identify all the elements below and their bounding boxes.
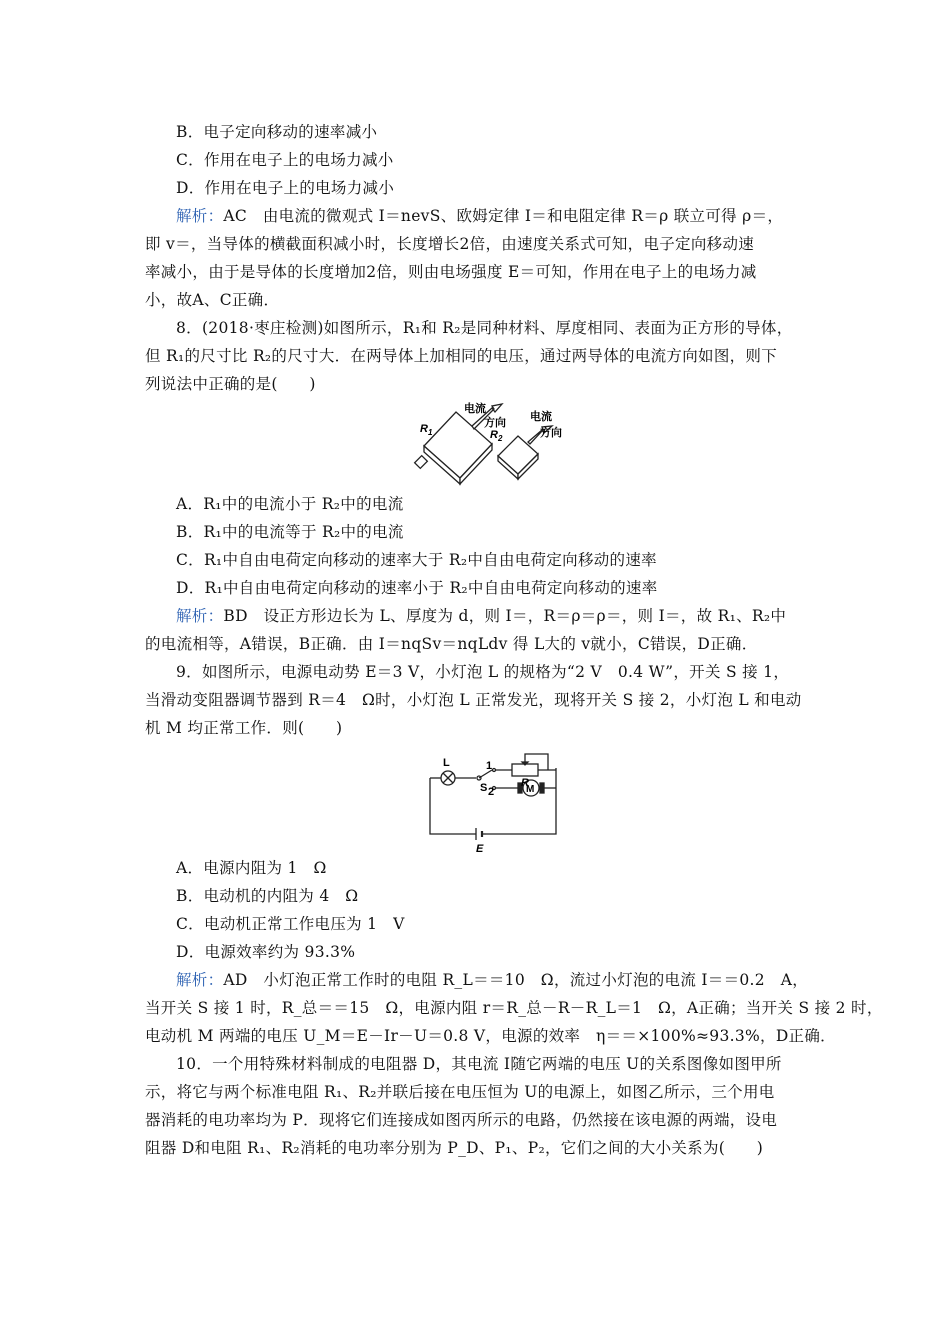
q8-conductor-figure (410, 398, 580, 486)
q8-stem-line-1: 8．(2018·枣庄检测)如图所示，R₁和 R₂是同种材料、厚度相同、表面为正方形的导体， (176, 319, 793, 337)
q8-answer-line-1: 解析：BD 设正方形边长为 L、厚度为 d，则 I＝，R＝ρ＝ρ＝，则 I＝，故 R₁、R₂中 (176, 607, 787, 625)
q8-label-current-1: 电流 (464, 403, 486, 415)
q8-option-c: C．R₁中自由电荷定向移动的速率大于 R₂中自由电荷定向移动的速率 (176, 551, 657, 569)
q8-label-direction-2: 方向 (540, 427, 562, 439)
q7-answer-line-2: 即 v＝，当导体的横截面积减小时，长度增长2倍，由速度关系式可知，电子定向移动速 (145, 235, 755, 253)
q10-stem-line-1: 10．一个用特殊材料制成的电阻器 D，其电流 I随它两端的电压 U的关系图像如图甲所 (176, 1055, 782, 1073)
q7-option-c: C．作用在电子上的电场力减小 (176, 151, 394, 169)
q8-option-d: D．R₁中自由电荷定向移动的速率小于 R₂中自由电荷定向移动的速率 (176, 579, 658, 597)
q10-stem-line-3: 器消耗的电功率均为 P．现将它们连接成如图丙所示的电路，仍然接在该电源的两端，设电 (145, 1111, 778, 1129)
q10-stem-line-2: 示，将它与两个标准电阻 R₁、R₂并联后接在电压恒为 U的电源上，如图乙所示，三个用电 (145, 1083, 775, 1101)
q9-label-pos1: 1 (486, 760, 493, 772)
q8-label-r1: $R_1$ (420, 423, 433, 437)
q7-answer-line-3: 率减小，由于是导体的长度增加2倍，则由电场强度 E＝可知，作用在电子上的电场力减 (145, 263, 757, 281)
q9-label-switch: S (480, 782, 488, 794)
q7-jiexi-label: 解析： (176, 207, 224, 225)
q9-label-lamp: L (443, 757, 450, 769)
q9-stem-line-3: 机 M 均正常工作．则( ) (145, 719, 343, 737)
q7-option-d: D．作用在电子上的电场力减小 (176, 179, 395, 197)
q8-stem-line-3: 列说法中正确的是( ) (145, 375, 316, 393)
q9-label-resistor: R (521, 777, 529, 789)
q8-label-r2: $R_2$ (490, 429, 503, 443)
q9-option-c: C．电动机正常工作电压为 1 V (176, 915, 405, 933)
q7-answer-line-1: 解析：AC 由电流的微观式 I＝nevS、欧姆定律 I＝和电阻定律 R＝ρ 联立可得 ρ＝， (176, 207, 784, 225)
q8-label-current-2: 电流 (530, 411, 552, 423)
q8-answer-line-2: 的电流相等，A错误，B正确．由 I＝nqSv＝nqLdv 得 L大的 v就小，C错误，D正确． (145, 635, 758, 653)
q9-label-pos2: 2 (488, 786, 495, 798)
q8-option-b: B．R₁中的电流等于 R₂中的电流 (176, 523, 404, 541)
q9-option-d: D．电源效率约为 93.3% (176, 943, 356, 961)
q7-option-b: B．电子定向移动的速率减小 (176, 123, 378, 141)
q9-label-motor: M (526, 784, 535, 795)
q9-option-a: A．电源内阻为 1 Ω (176, 859, 327, 877)
q9-stem-line-1: 9．如图所示，电源电动势 E＝3 V，小灯泡 L 的规格为“2 V 0.4 W”，开关 S 接 1， (176, 663, 790, 681)
q8-label-direction-1: 方向 (484, 417, 506, 429)
q9-label-emf: E (476, 843, 484, 855)
q10-stem-line-4: 阻器 D和电阻 R₁、R₂消耗的电功率分别为 P_D、P₁、P₂，它们之间的大小关系为( ) (145, 1139, 764, 1157)
q9-stem-line-2: 当滑动变阻器调节器到 R＝4 Ω时，小灯泡 L 正常发光，现将开关 S 接 2，小灯泡 L 和电动 (145, 691, 802, 709)
q9-answer-line-2: 当开关 S 接 1 时，R_总＝＝15 Ω，电源内阻 r＝R_总－R－R_L＝1 Ω，A正确；当开关 S 接 2 时， (145, 999, 883, 1017)
q7-answer-line-4: 小，故A、C正确． (145, 291, 280, 309)
q8-jiexi-label: 解析： (176, 607, 224, 625)
q9-answer-line-3: 电动机 M 两端的电压 U_M＝E－Ir－U＝0.8 V，电源的效率 η＝＝×100%≈93.3%，D正确． (145, 1027, 836, 1045)
q9-option-b: B．电动机的内阻为 4 Ω (176, 887, 359, 905)
q9-circuit-figure (420, 748, 570, 858)
q9-answer-line-1: 解析：AD 小灯泡正常工作时的电阻 R_L＝＝10 Ω，流过小灯泡的电流 I＝＝0.2 A， (176, 971, 809, 989)
q8-option-a: A．R₁中的电流小于 R₂中的电流 (176, 495, 404, 513)
q8-stem-line-2: 但 R₁的尺寸比 R₂的尺寸大．在两导体上加相同的电压，通过两导体的电流方向如图，则下 (145, 347, 778, 365)
q9-jiexi-label: 解析： (176, 971, 224, 989)
